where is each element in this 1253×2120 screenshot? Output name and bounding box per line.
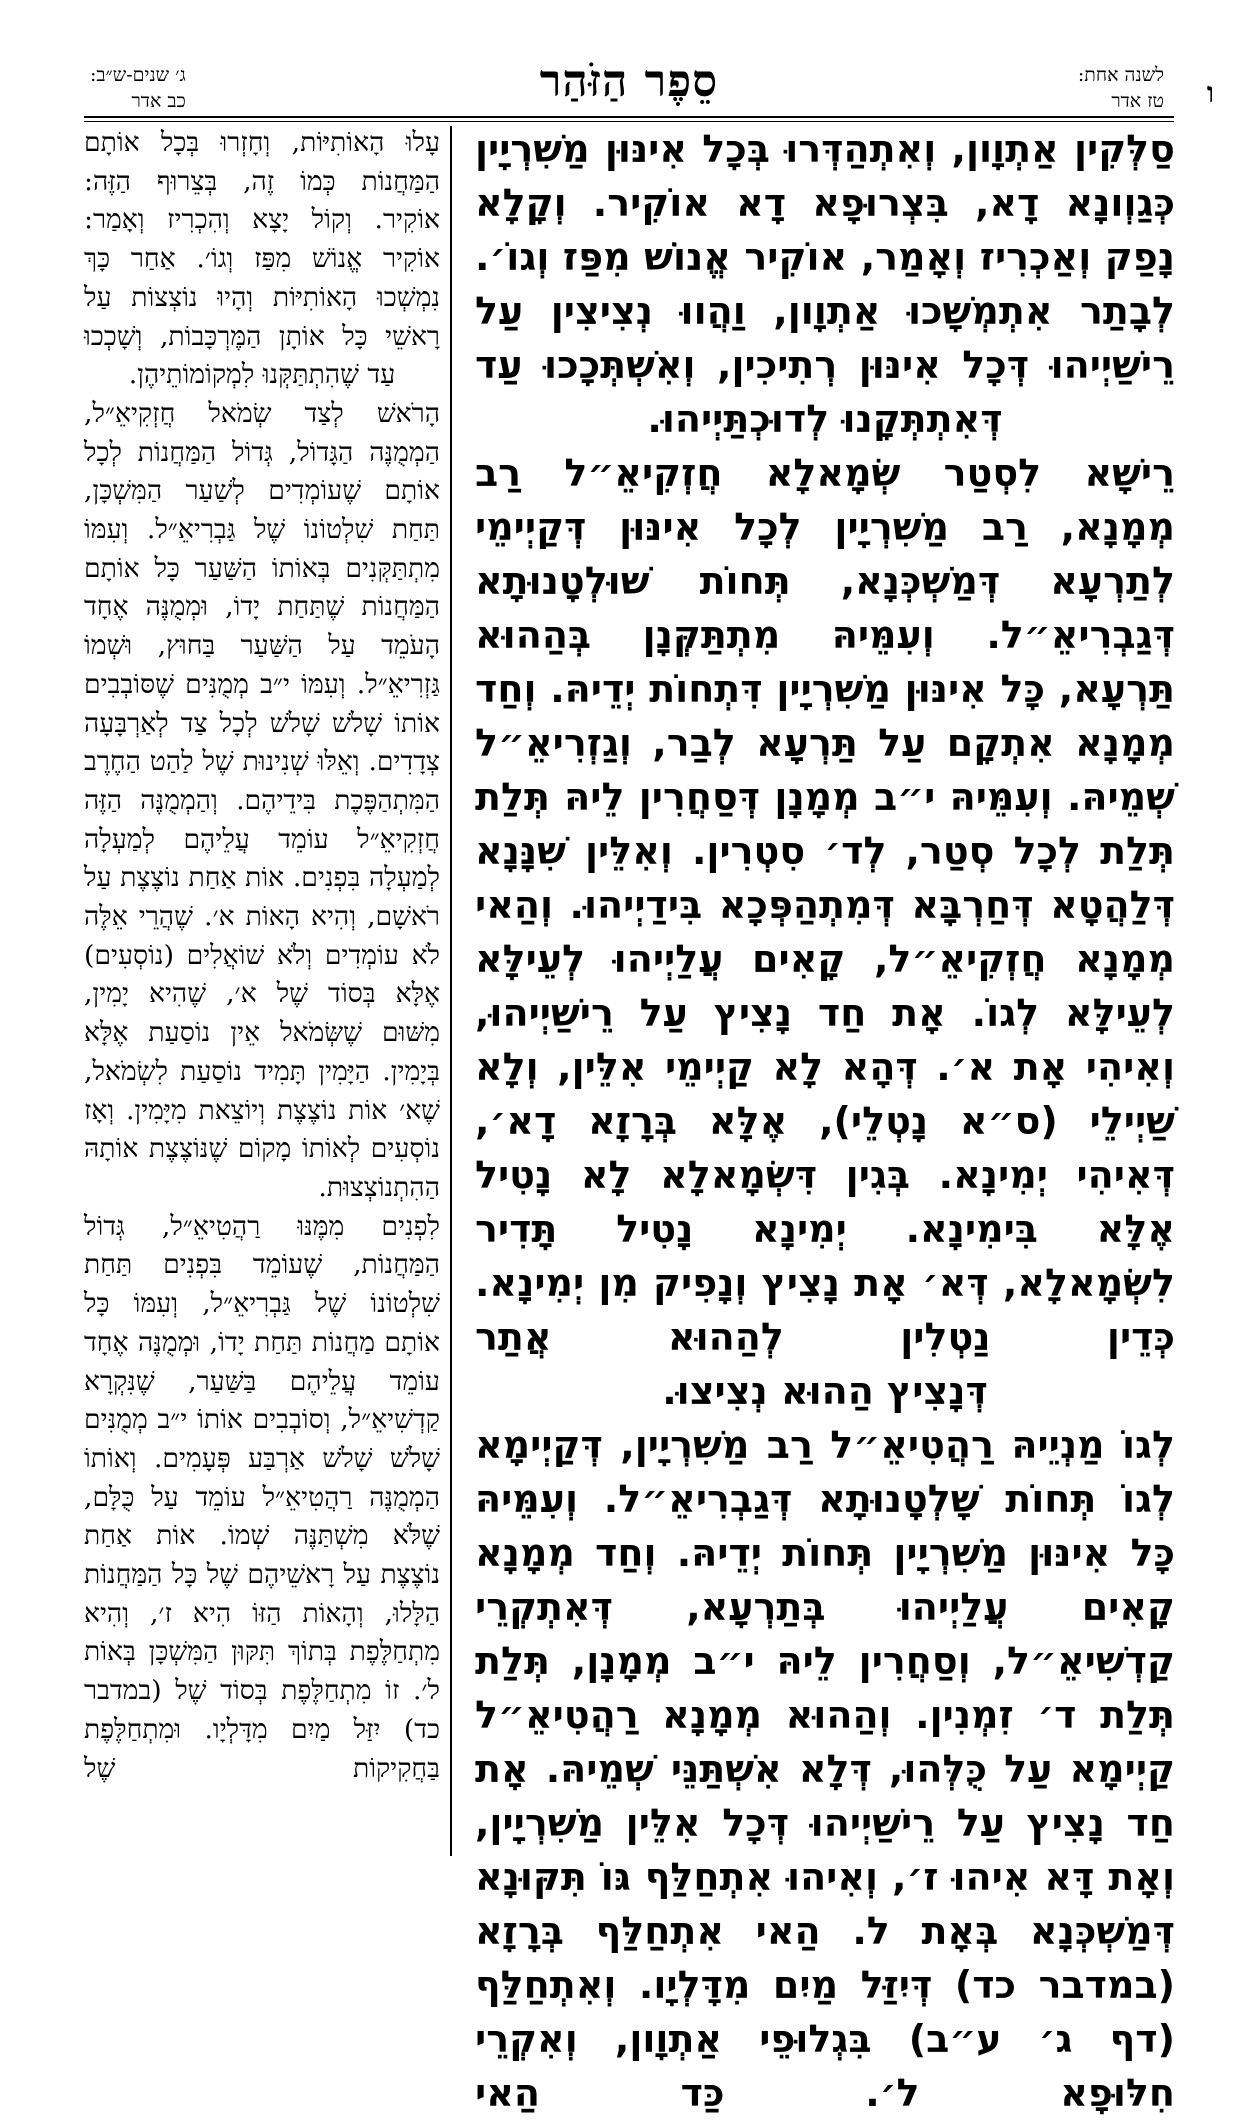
main-paragraph-2-end: דְּנָצִיץ הַהוּא נְצִיצוּ. [662, 1369, 988, 1413]
main-paragraph-3: לְגוֹ מַנְיֵיהּ רַהֲטִיאֵ״ל רַב מַשִׁרְיָין, דְּקַיְימָא לְגוֹ תְּחוֹת שָׁלְטָנוּתָא דְּגַבְרִיאֵ״ל. וְעִמֵּיהּ כָּל אִינּוּן מַשִׁרְיָין תְּחוֹת יְדֵיהּ. וְחַד מְמָנָא קָאִים עֲלַיְיהוּ בְּתַרְעָא, דְּאִתְקְרֵי קַדְשִׁיאֵ״ל, וְסַחֲרִין לֵיהּ י״ב מְמָנָן, תְּלַת תְּלַת ד׳ זִמְנִין. וְהַהוּא מְמָנָא רַהֲטִיאֵ״ל קַיְימָא עַל כֻּלְּהוּ, דְּלָא אִשְׁתַּנֵּי שְׁמֵיהּ. אָת חַד נָצִיץ עַל רֵישַׁיְיהוּ דְּכָל אִלֵּין מַשִׁרְיָין, וְאָת דָּא אִיהוּ ז׳, וְאִיהוּ אִתְחַלַּף גּוֹ תִּקּוּנָא דְּמַשְׁכְּנָא בְּאָת ל. הַאי אִתְחַלַּף בְּרָזָא (במדבר כד) דְּיִזַּל מַיִם מִדָּלְיָו. וְאִתְחַלַּף (דף ג׳ ע״ב) בִּגְלוּפֵי אַתְוָון, וְאִקְרֵי חִלּוּפָא ל׳. כַּד הַאי [475, 1423, 1175, 2115]
one-year-schedule-label: לשנה אחת: [1077, 64, 1164, 86]
side-paragraph-3: לִפְנִים מִמֶּנּוּ רַהֲטִיאֵ״ל, גְּדוֹל הַמַּחֲנוֹת, שֶׁעוֹמֵד בִּפְנִים תַּחַת שִׁלְטוֹנוֹ שֶׁל גַּבְרִיאֵ״ל, וְעִמּוֹ כָּל אוֹתָם מַחֲנוֹת תַּחַת יָדוֹ, וּמְמֻנֶּה אֶחָד עוֹמֵד עֲלֵיהֶם בַּשַּׁעַר, שֶׁנִּקְרָא קַדְשִׁיאֵ״ל, וְסוֹבְבִים אוֹתוֹ י״ב מְמֻנִּים שָׁלֹשׁ שָׁלֹשׁ אַרְבַּע פְּעָמִים. וְאוֹתוֹ הַמְמֻנֶּה רַהֲטִיאֵ״ל עוֹמֵד עַל כֻּלָּם, שֶׁלֹּא מִשְׁתַּנֶּה שְׁמוֹ. אוֹת אַחַת נוֹצֶצֶת עַל רָאשֵׁיהֶם שֶׁל כָּל הַמַּחֲנוֹת הַלָּלוּ, וְהָאוֹת הַזּוֹ הִיא ז׳, וְהִיא מִתְחַלֶּפֶת בְּתוֹךְ תִּקּוּן הַמִּשְׁכָּן בְּאוֹת ל׳. זוֹ מִתְחַלֶּפֶת בְּסוֹד שֶׁל (במדבר כד) יִזַּל מַיִם מִדָּלְיָו. וּמִתְחַלֶּפֶת בַּחֲקִיקוֹת שֶׁל [84, 1210, 440, 1784]
page-header [84, 56, 1214, 114]
column-divider [450, 126, 452, 1856]
main-paragraph-1: סַלְּקִין אַתְוָון, וְאִתְהַדְּרוּ בְּכָל אִינּוּן מַשִׁרְיָין כְּגַוְונָא דָא, בִּצְרוּפָא דָא אוֹקִיר. וְקָלָא נָפַק וְאַכְרִיז וְאָמַר, אוֹקִיר אֱנוֹשׁ מִפַּז וְגוֹ׳. לְבָתַר אִתְמְשָׁכוּ אַתְוָון, וַהֲווּ נְצִיצִין עַל רֵישַׁיְיהוּ דְּכָל אִינּוּן רְתִיכִין, וְאִשְׁתְּכָכוּ עַד [475, 127, 1175, 387]
page-number: ו [1206, 76, 1214, 109]
header-rule [84, 116, 1174, 118]
three-year-schedule-label: ג׳ שנים-ש״ב: [90, 64, 186, 86]
side-paragraph-2: הָרֹאשׁ לְצַד שְׂמֹאל חֲזְקִיאֵ״ל, הַמְמֻנֶּה הַגָּדוֹל, גְּדוֹל הַמַּחֲנוֹת לְכָל אוֹתָם שֶׁעוֹמְדִים לְשַׁעַר הַמִּשְׁכָּן, תַּחַת שִׁלְטוֹנוֹ שֶׁל גַּבְרִיאֵ״ל. וְעִמּוֹ מִתְתַּקְּנִים בְּאוֹתוֹ הַשַּׁעַר כָּל אוֹתָם הַמַּחֲנוֹת שֶׁתַּחַת יָדוֹ, וּמְמֻנֶּה אֶחָד הָעֹמֵד עַל הַשַּׁעַר בַּחוּץ, וּשְׁמוֹ גַּזְרִיאֵ״ל. וְעִמּוֹ י״ב מְמֻנִּים שֶׁסּוֹבְבִים אוֹתוֹ שָׁלֹשׁ שָׁלֹשׁ לְכָל צַד לְאַרְבָּעָה צְדָדִים. וְאֵלּוּ שְׁנִינוּת שֶׁל לַהַט הַחֶרֶב הַמִּתְהַפֶּכֶת בִּידֵיהֶם. וְהַמְמֻנֶּה הַזֶּה חֲזְקִיאֵ״ל עוֹמֵד עֲלֵיהֶם לְמַעְלָה לְמַעְלָה בִּפְנִים. אוֹת אַחַת נוֹצֶצֶת עַל רֹאשָׁם, וְהִיא הָאוֹת א׳. שֶׁהֲרֵי אֵלֶּה לֹא עוֹמְדִים וְלֹא שׁוֹאֲלִים (נוֹסְעִים) אֶלָּא בְּסוֹד שֶׁל א׳, שֶׁהִיא יָמִין, מִשּׁוּם שֶׁשְּׂמֹאל אֵין נוֹסַעַת אֶלָּא בְּיָמִין. הַיָּמִין תָּמִיד נוֹסַעַת לִשְׂמֹאל, שֶׁא׳ אוֹת נוֹצֶצֶת וְיוֹצֵאת מִיָּמִין. וְאָז נוֹסְעִים לְאוֹתוֹ מָקוֹם שֶׁנּוֹצֶצֶת אוֹתָהּ הַהִתְנוֹצְצוּת. [84, 397, 440, 1203]
hebrew-translation-column [84, 124, 440, 1788]
one-year-schedule-date: טז אדר [1111, 90, 1164, 112]
header-left-block [90, 62, 186, 114]
book-title: סֵפֶר הַזֹּהַר [539, 56, 719, 107]
side-paragraph-1: עָלוּ הָאוֹתִיּוֹת, וְחָזְרוּ בְּכָל אוֹתָם הַמַּחֲנוֹת כְּמוֹ זֶה, בְּצֵרוּף הַזֶּה: אוֹקִיר. וְקוֹל יָצָא וְהִכְרִיז וְאָמַר: אוֹקִיר אֱנוֹשׁ מִפַּז וְגוֹ׳. אַחַר כָּךְ נִמְשְׁכוּ הָאוֹתִיּוֹת וְהָיוּ נוֹצְצוֹת עַל רָאשֵׁי כָּל אוֹתָן הַמֶּרְכָּבוֹת, וְשָׁכְכוּ [84, 127, 440, 352]
main-paragraph-1-end: דְּאִתְתְּקָנוּ לְדוּכְתַּיְיהוּ. [647, 397, 1003, 441]
main-paragraph-2: רֵישָׁא לִסְטַר שְׂמָאלָא חֲזְקִיאֵ״ל רַב מְמָנָא, רַב מַשִׁרְיָין לְכָל אִינּוּן דְּקַיְימֵי לְתַרְעָא דְּמַשְׁכְּנָא, תְּחוֹת שׁוּלְטָנוּתָא דְּגַבְרִיאֵ״ל. וְעִמֵּיהּ מִתְתַּקְּנָן בְּהַהוּא תַּרְעָא, כָּל אִינּוּן מַשִׁרְיָין דִּתְחוֹת יְדֵיהּ. וְחַד מְמָנָא אִתְקָם עַל תַּרְעָא לְבַר, וְגַזְרִיאֵ״ל שְׁמֵיהּ. וְעִמֵּיהּ י״ב מְמָנָן דְּסַחֲרִין לֵיהּ תְּלַת תְּלַת לְכָל סְטַר, לְד׳ סִטְרִין. וְאִלֵּין שִׁנָּנָא דְּלַהֲטָא דְּחַרְבָּא דְּמִתְהַפְּכָא בִּידַיְיהוּ. וְהַאי מְמָנָא חֲזְקִיאֵ״ל, קָאִים עֲלַיְיהוּ לְעֵילָּא לְעֵילָּא לְגוֹ. אָת חַד נָצִיץ עַל רֵישַׁיְיהוּ, וְאִיהִי אָת א׳. דְּהָא לָא קַיְימֵי אִלֵּין, וְלָא שַׁיְילֵי (ס״א נָטְלֵי), אֶלָּא בְּרָזָא דָא׳, דְּאִיהִי יְמִינָא. בְּגִין דִּשְׂמָאלָא לָא נָטִיל אֶלָּא בִּימִינָא. יְמִינָא נָטִיל תָּדִיר לִשְׂמָאלָא, דְּא׳ אָת נָצִיץ וְנָפִיק מִן יְמִינָא. כְּדֵין נַטְלִין לְהַהוּא אֲתַר [475, 451, 1175, 1359]
three-year-schedule-date: כב אדר [131, 90, 186, 112]
aramaic-main-column [475, 122, 1175, 2120]
side-paragraph-1-end: עַד שֶׁהִתְתַּקְּנוּ לִמְקוֹמוֹתֵיהֶן. [128, 359, 396, 391]
